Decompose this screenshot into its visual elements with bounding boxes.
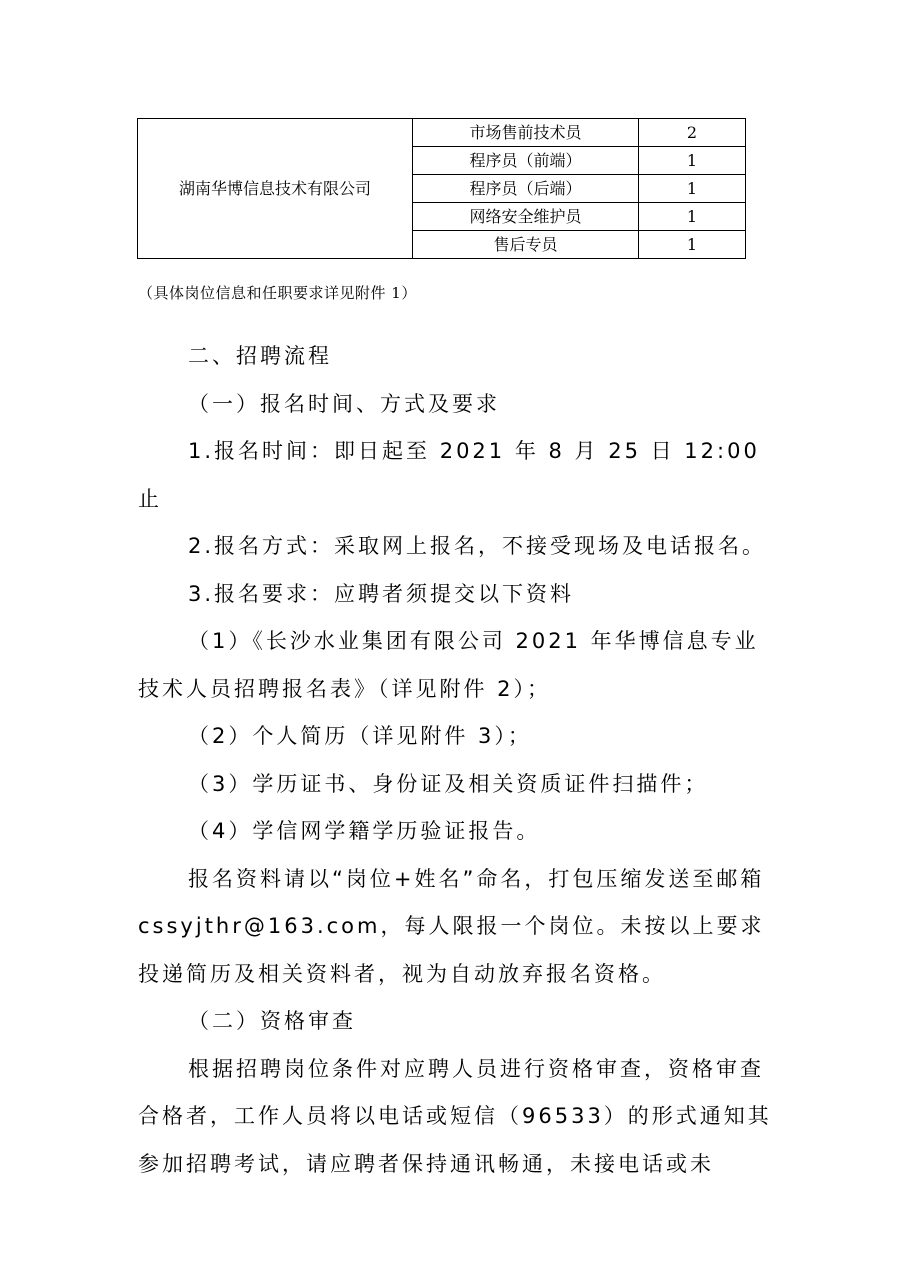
table-note: （具体岗位信息和任职要求详见附件 1）: [138, 284, 417, 302]
paragraph: 2.报名方式：采取网上报名，不接受现场及电话报名。: [188, 534, 767, 558]
paragraph: 1.报名时间：即日起至 2021 年 8 月 25 日 12:00 止: [138, 439, 760, 511]
paragraph: （3）学历证书、身份证及相关资质证件扫描件；: [188, 771, 709, 796]
position-cell: 网络安全维护员: [413, 203, 639, 231]
position-cell: 售后专员: [413, 231, 639, 259]
document-body: [138, 333, 778, 1188]
paragraph: 3.报名要求：应聘者须提交以下资料: [188, 581, 575, 606]
paragraph: （2）个人简历（详见附件 3）；: [188, 724, 532, 748]
position-cell: 程序员（前端）: [413, 147, 639, 175]
subsection-heading: （一）报名时间、方式及要求: [188, 391, 500, 416]
paragraph: （4）学信网学籍学历验证报告。: [188, 819, 541, 843]
section-heading: 二、招聘流程: [188, 344, 332, 368]
positions-table: [137, 118, 746, 259]
position-cell: 市场售前技术员: [413, 119, 639, 147]
position-cell: 程序员（后端）: [413, 175, 639, 203]
subsection-heading: （二）资格审查: [188, 1009, 356, 1033]
table-row: [138, 119, 746, 147]
paragraph: 报名资料请以“岗位+姓名”命名，打包压缩发送至邮箱 cssyjthr@163.com，每人限报一个岗位。未按以上要求投递简历及相关资料者，视为自动放弃报名资格。: [138, 866, 765, 986]
company-name-cell: 湖南华博信息技术有限公司: [138, 119, 413, 259]
paragraph: （1）《长沙水业集团有限公司 2021 年华博信息专业技术人员招聘报名表》（详见附件 2）；: [138, 629, 759, 701]
count-cell: 2: [639, 119, 746, 147]
count-cell: 1: [639, 203, 746, 231]
paragraph: 根据招聘岗位条件对应聘人员进行资格审查，资格审查合格者，工作人员将以电话或短信（96533）的形式通知其参加招聘考试，请应聘者保持通讯畅通，未接电话或未: [138, 1056, 772, 1176]
count-cell: 1: [639, 231, 746, 259]
count-cell: 1: [639, 175, 746, 203]
count-cell: 1: [639, 147, 746, 175]
